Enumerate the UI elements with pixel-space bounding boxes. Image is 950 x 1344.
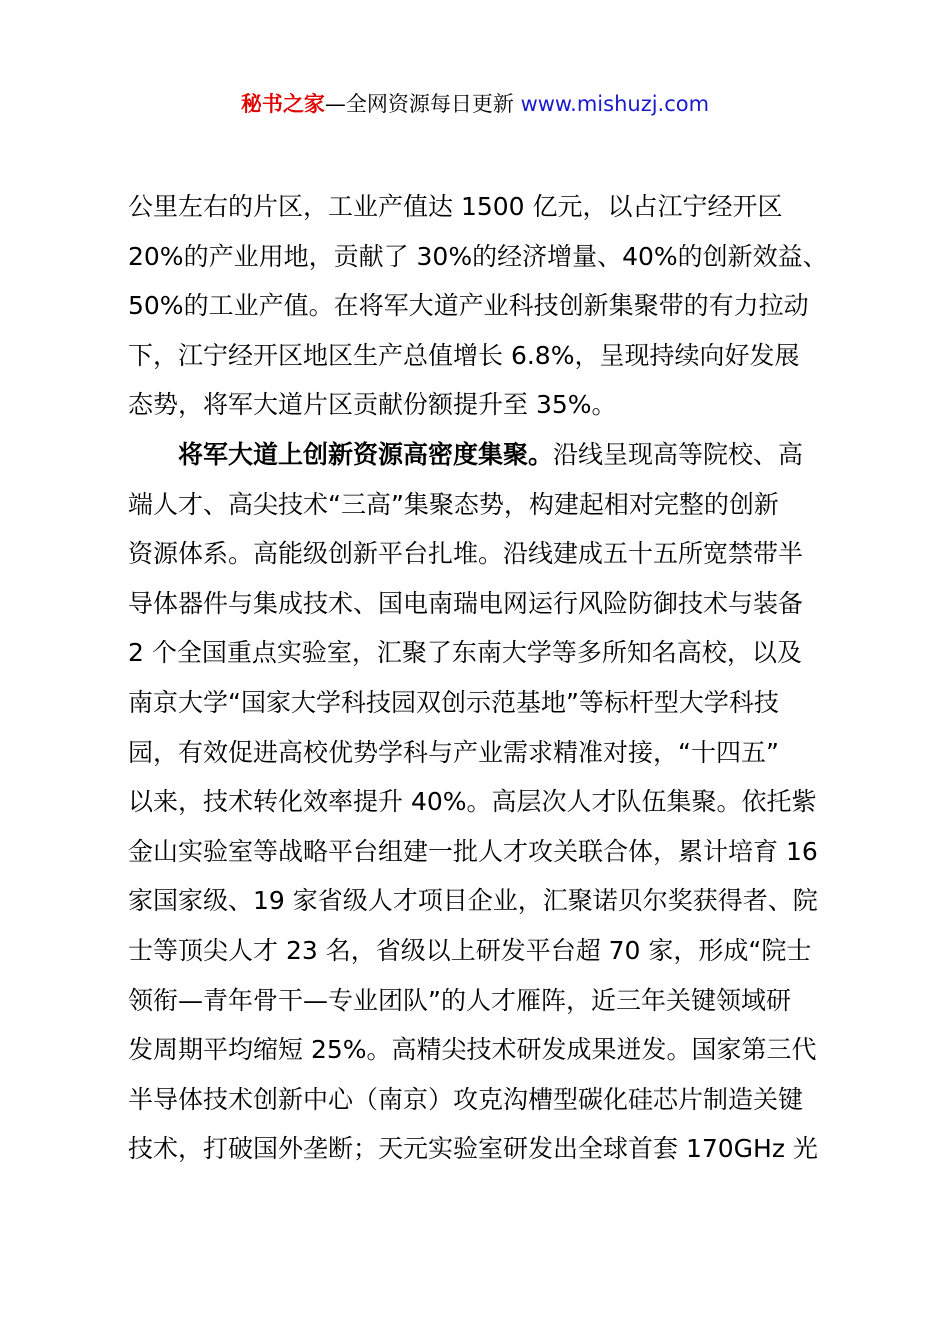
- brand-name: 秘书之家: [240, 92, 325, 116]
- text-line: 领衔—青年骨干—专业团队”的人才雁阵，近三年关键领域研: [128, 985, 791, 1015]
- text-line: 家国家级、19 家省级人才项目企业，汇聚诺贝尔奖获得者、院: [128, 886, 818, 916]
- text-line: 技术，打破国外垄断；天元实验室研发出全球首套 170GHz 光: [128, 1134, 818, 1164]
- text-line: 资源体系。高能级创新平台扎堆。沿线建成五十五所宽禁带半: [128, 539, 804, 569]
- text-line: 导体器件与集成技术、国电南瑞电网运行风险防御技术与装备: [128, 588, 804, 618]
- text-line: 态势，将军大道片区贡献份额提升至 35%。: [128, 390, 617, 420]
- text-line: 发周期平均缩短 25%。高精尖技术研发成果迸发。国家第三代: [128, 1035, 817, 1065]
- site-header: [0, 88, 950, 120]
- text-line: 50%的工业产值。在将军大道产业科技创新集聚带的有力拉动: [128, 291, 809, 321]
- text-line: 20%的产业用地，贡献了 30%的经济增量、40%的创新效益、: [128, 241, 828, 271]
- text-line: 半导体技术创新中心（南京）攻克沟槽型碳化硅芯片制造关键: [128, 1084, 804, 1114]
- paragraph-first-line: [128, 430, 838, 480]
- text-line: 公里左右的片区，工业产值达 1500 亿元，以占江宁经开区: [128, 192, 783, 221]
- paragraph-heading: 将军大道上创新资源高密度集聚。: [178, 439, 554, 469]
- text-line: 园，有效促进高校优势学科与产业需求精准对接，“十四五”: [128, 737, 779, 767]
- text-line: 南京大学“国家大学科技园双创示范基地”等标杆型大学科技: [128, 687, 779, 717]
- text-line: 端人才、高尖技术“三高”集聚态势，构建起相对完整的创新: [128, 489, 779, 519]
- site-url-link[interactable]: www.mishuzj.com: [520, 92, 710, 116]
- text-line: 下，江宁经开区地区生产总值增长 6.8%，呈现持续向好发展: [128, 340, 800, 370]
- text-line: 以来，技术转化效率提升 40%。高层次人才队伍集聚。依托紫: [128, 787, 817, 817]
- header-slogan: —全网资源每日更新: [324, 92, 521, 116]
- text-line: 士等顶尖人才 23 名，省级以上研发平台超 70 家，形成“院士: [128, 935, 812, 965]
- document-body: [128, 182, 838, 1174]
- paragraph-lead-text: 沿线呈现高等院校、高: [553, 439, 804, 469]
- text-line: 金山实验室等战略平台组建一批人才攻关联合体，累计培育 16: [128, 836, 818, 866]
- text-line: 2 个全国重点实验室，汇聚了东南大学等多所知名高校，以及: [128, 638, 802, 668]
